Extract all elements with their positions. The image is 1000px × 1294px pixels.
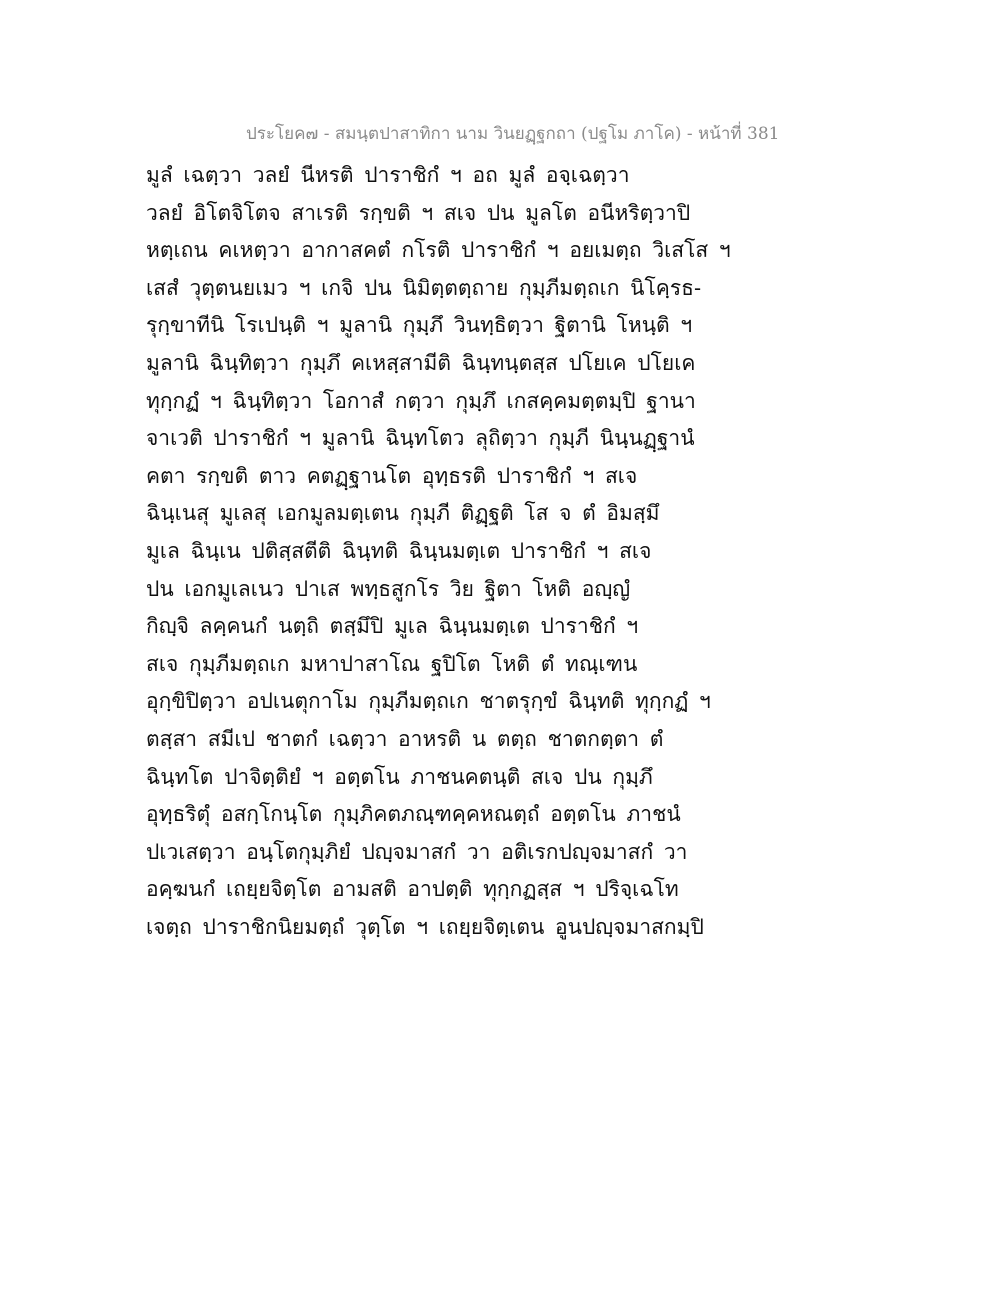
text-line: เจตฺถ ปาราชิกนิยมตฺถํ วุตฺโต ฯ เถยฺยจิตฺเตน อูนปญฺจมาสกมฺปิ (146, 914, 704, 939)
text-line: มูเล ฉินฺเน ปติสฺสตีติ ฉินฺทติ ฉินฺนมตฺเต ปาราชิกํ ฯ สเจ (146, 538, 652, 563)
text-line: มูลานิ ฉินฺทิตฺวา กุมฺภึ คเหสฺสามีติ ฉินฺทนฺตสฺส ปโยเค ปโยเค (146, 350, 696, 375)
body-text (146, 157, 731, 946)
text-line: ปน เอกมูเลเนว ปาเส พทฺธสูกโร วิย ฐิตา โหติ อญฺญํ (146, 576, 631, 601)
text-line: เสสํ วุตฺตนยเมว ฯ เกจิ ปน นิมิตฺตตฺถาย กุมฺภีมตฺถเก นิโคฺรธ- (146, 275, 702, 300)
text-line: ตสฺสา สมีเป ชาตกํ เฉตฺวา อาหรติ น ตตฺถ ชาตกตฺตา ตํ (146, 726, 664, 751)
text-line: ปเวเสตฺวา อนฺโตกุมฺภิยํ ปญฺจมาสกํ วา อติเรกปญฺจมาสกํ วา (146, 839, 688, 864)
text-line: รุกฺขาทีนิ โรเปนฺติ ฯ มูลานิ กุมฺภึ วินทฺธิตฺวา ฐิตานิ โหนฺติ ฯ (146, 313, 693, 338)
text-line: ฉินฺเนสุ มูเลสุ เอกมูลมตฺเตน กุมฺภี ติฏฺฐติ โส จ ตํ อิมสฺมึ (146, 501, 660, 526)
text-line: คตา รกฺขติ ตาว คตฏฺฐานโต อุทฺธรติ ปาราชิกํ ฯ สเจ (146, 463, 638, 488)
text-line: ฉินฺทโต ปาจิตฺติยํ ฯ อตฺตโน ภาชนคตนฺติ สเจ ปน กุมฺภึ (146, 764, 653, 789)
text-line: หตฺเถน คเหตฺวา อากาสคตํ กโรติ ปาราชิกํ ฯ อยเมตฺถ วิเสโส ฯ (146, 238, 731, 263)
text-line: อุทฺธริตุํ อสกฺโกนฺโต กุมฺภิคตภณฺฑคฺคหณตฺถํ อตฺตโน ภาชนํ (146, 802, 681, 827)
text-line: สเจ กุมฺภีมตฺถเก มหาปาสาโณ ฐปิโต โหติ ตํ ทณฺเฑน (146, 651, 638, 676)
text-line: อุกฺขิปิตฺวา อปเนตุกาโม กุมฺภีมตฺถเก ชาตรุกฺขํ ฉินฺทติ ทุกฺกฏํ ฯ (146, 689, 711, 714)
text-line: จาเวติ ปาราชิกํ ฯ มูลานิ ฉินฺทโตว ลุถิตฺวา กุมฺภี นินฺนฏฺฐานํ (146, 426, 695, 451)
running-header: ประโยค๗ - สมนฺตปาสาทิกา นาม วินยฏฺฐกถา (ปฐโม ภาโค) - หน้าที่ 381 (246, 124, 780, 144)
text-line: กิญฺจิ ลคฺคนกํ นตฺถิ ตสฺมึปิ มูเล ฉินฺนมตฺเต ปาราชิกํ ฯ (146, 614, 639, 639)
text-line: วลยํ อิโตจิโตจ สาเรติ รกฺขติ ฯ สเจ ปน มูลโต อนีหริตฺวาปิ (146, 200, 691, 225)
text-line: มูลํ เฉตฺวา วลยํ นีหรติ ปาราชิกํ ฯ อถ มูลํ อจฺเฉตฺวา (146, 163, 630, 187)
text-line: ทุกฺกฏํ ฯ ฉินฺทิตฺวา โอกาสํ กตฺวา กุมฺภึ เกสคฺคมตฺตมฺปิ ฐานา (146, 388, 696, 413)
text-line: อคฺฆนกํ เถยฺยจิตฺโต อามสติ อาปตฺติ ทุกฺกฏสฺส ฯ ปริจฺเฉโท (146, 877, 679, 902)
